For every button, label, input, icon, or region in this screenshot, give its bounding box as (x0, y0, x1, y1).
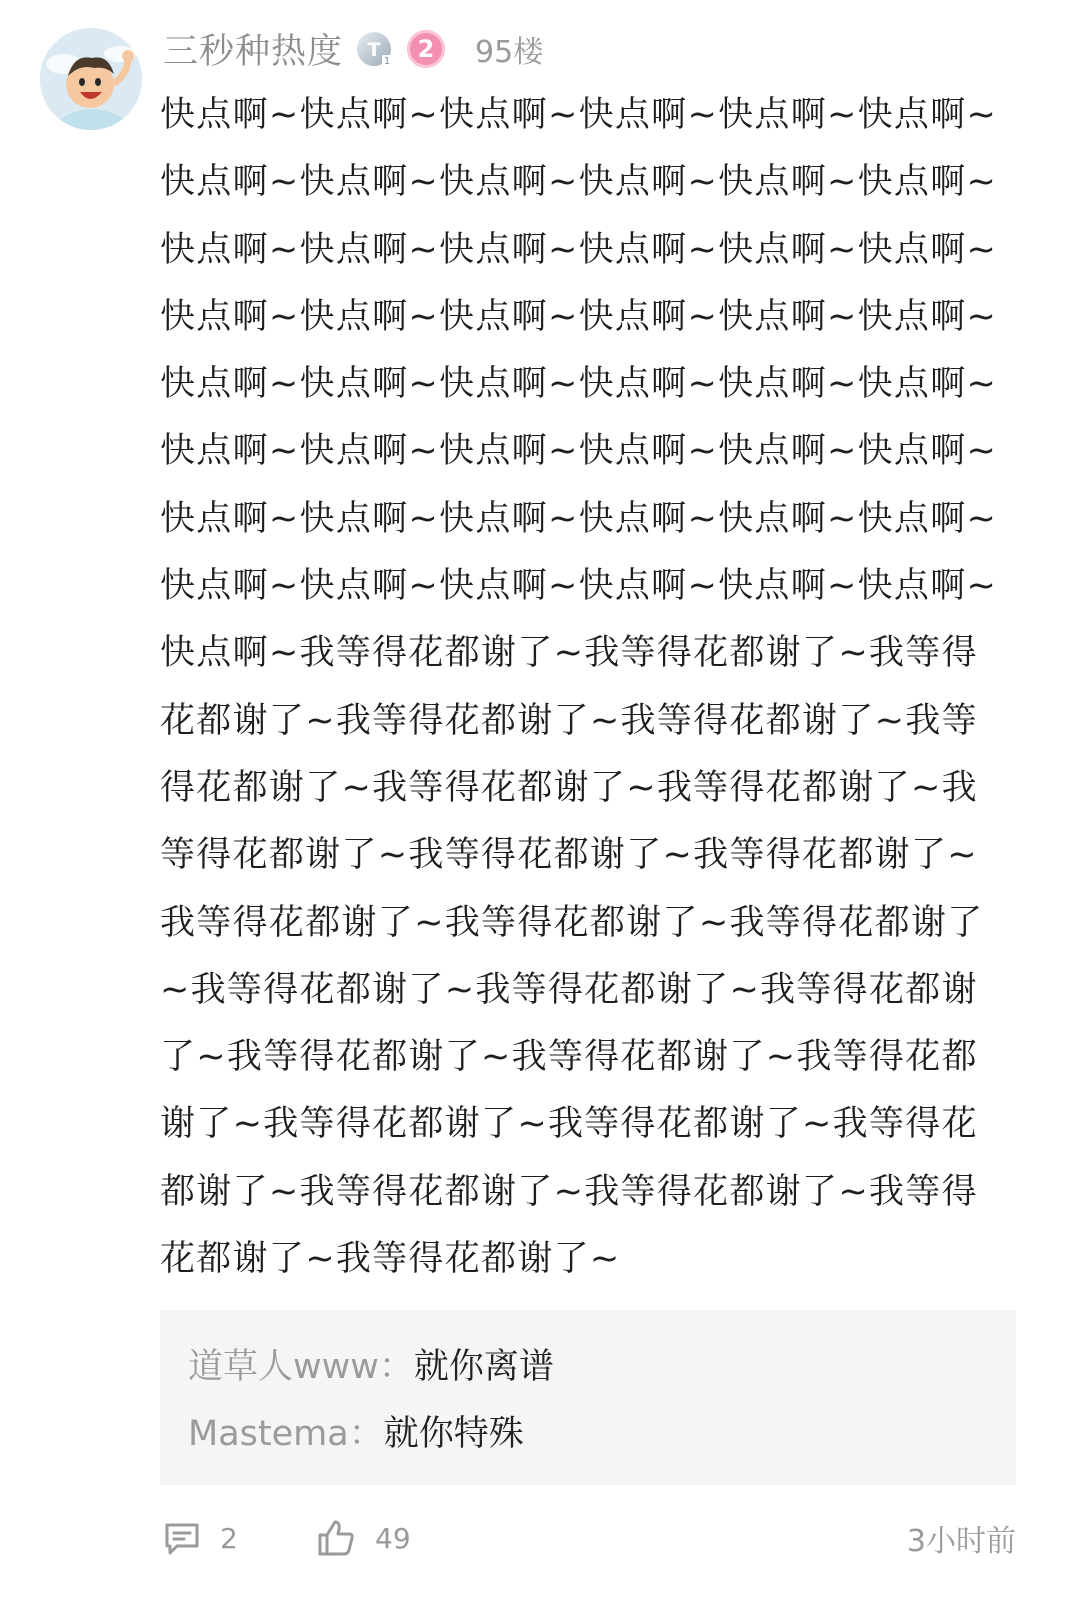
reply-separator: ： (378, 1347, 414, 1387)
post-header (163, 22, 543, 76)
reply-username[interactable]: Mastema (188, 1414, 349, 1454)
level-badge: 2 (407, 30, 445, 68)
comment-button[interactable] (162, 1508, 238, 1568)
reply-text: 就你特殊 (383, 1414, 524, 1454)
reply-preview-box[interactable] (160, 1310, 1016, 1485)
like-count: 49 (375, 1521, 411, 1555)
username[interactable]: 三秒种热度 (163, 32, 344, 72)
post-time: 3小时前 (906, 1524, 1016, 1559)
cartoon-avatar-icon (40, 28, 142, 130)
svg-text:T: T (367, 39, 381, 61)
post-footer (160, 1508, 1016, 1568)
svg-text:1: 1 (383, 56, 391, 67)
thumbs-up-icon (315, 1517, 357, 1559)
comment-content: 快点啊~快点啊~快点啊~快点啊~快点啊~快点啊~快点啊~快点啊~快点啊~快点啊~快点啊~快点啊~快点啊~快点啊~快点啊~快点啊~快点啊~快点啊~快点啊~快点啊~快点啊~快点啊~快点啊~快点啊~快点啊~快点啊~快点啊~快点啊~快点啊~快点啊~快点啊~快点啊~快点啊~快点啊~快点啊~快点啊~快点啊~快点啊~快点啊~快点啊~快点啊~快点啊~快点啊~快点啊~快点啊~快点啊~快点啊~快点啊~快点啊~我等得花都谢了~我等得花都谢了~我等得花都谢了~我等得花都谢了~我等得花都谢了~我等得花都谢了~我等得花都谢了~我等得花都谢了~我等得花都谢了~我等得花都谢了~我等得花都谢了~我等得花都谢了~我等得花都谢了~我等得花都谢了~我等得花都谢了~我等得花都谢了~我等得花都谢了~我等得花都谢了~我等得花都谢了~我等得花都谢了~我等得花都谢了~我等得花都谢了~我等得花都谢了~我等得花都谢了~我等得花都谢了~我等得花都谢了~我等得花都谢了~ (160, 95, 998, 1280)
user-avatar[interactable] (40, 28, 142, 130)
like-button[interactable] (315, 1508, 411, 1568)
comment-count: 2 (220, 1521, 238, 1555)
reply-item[interactable] (188, 1401, 988, 1468)
comment-icon (162, 1518, 202, 1558)
reply-separator: ： (348, 1414, 384, 1454)
reply-username[interactable]: 道草人www (188, 1347, 379, 1387)
reply-text: 就你离谱 (413, 1347, 554, 1387)
t-badge-icon (355, 29, 395, 69)
reply-item[interactable] (188, 1334, 988, 1401)
floor-number: 95楼 (475, 35, 544, 70)
